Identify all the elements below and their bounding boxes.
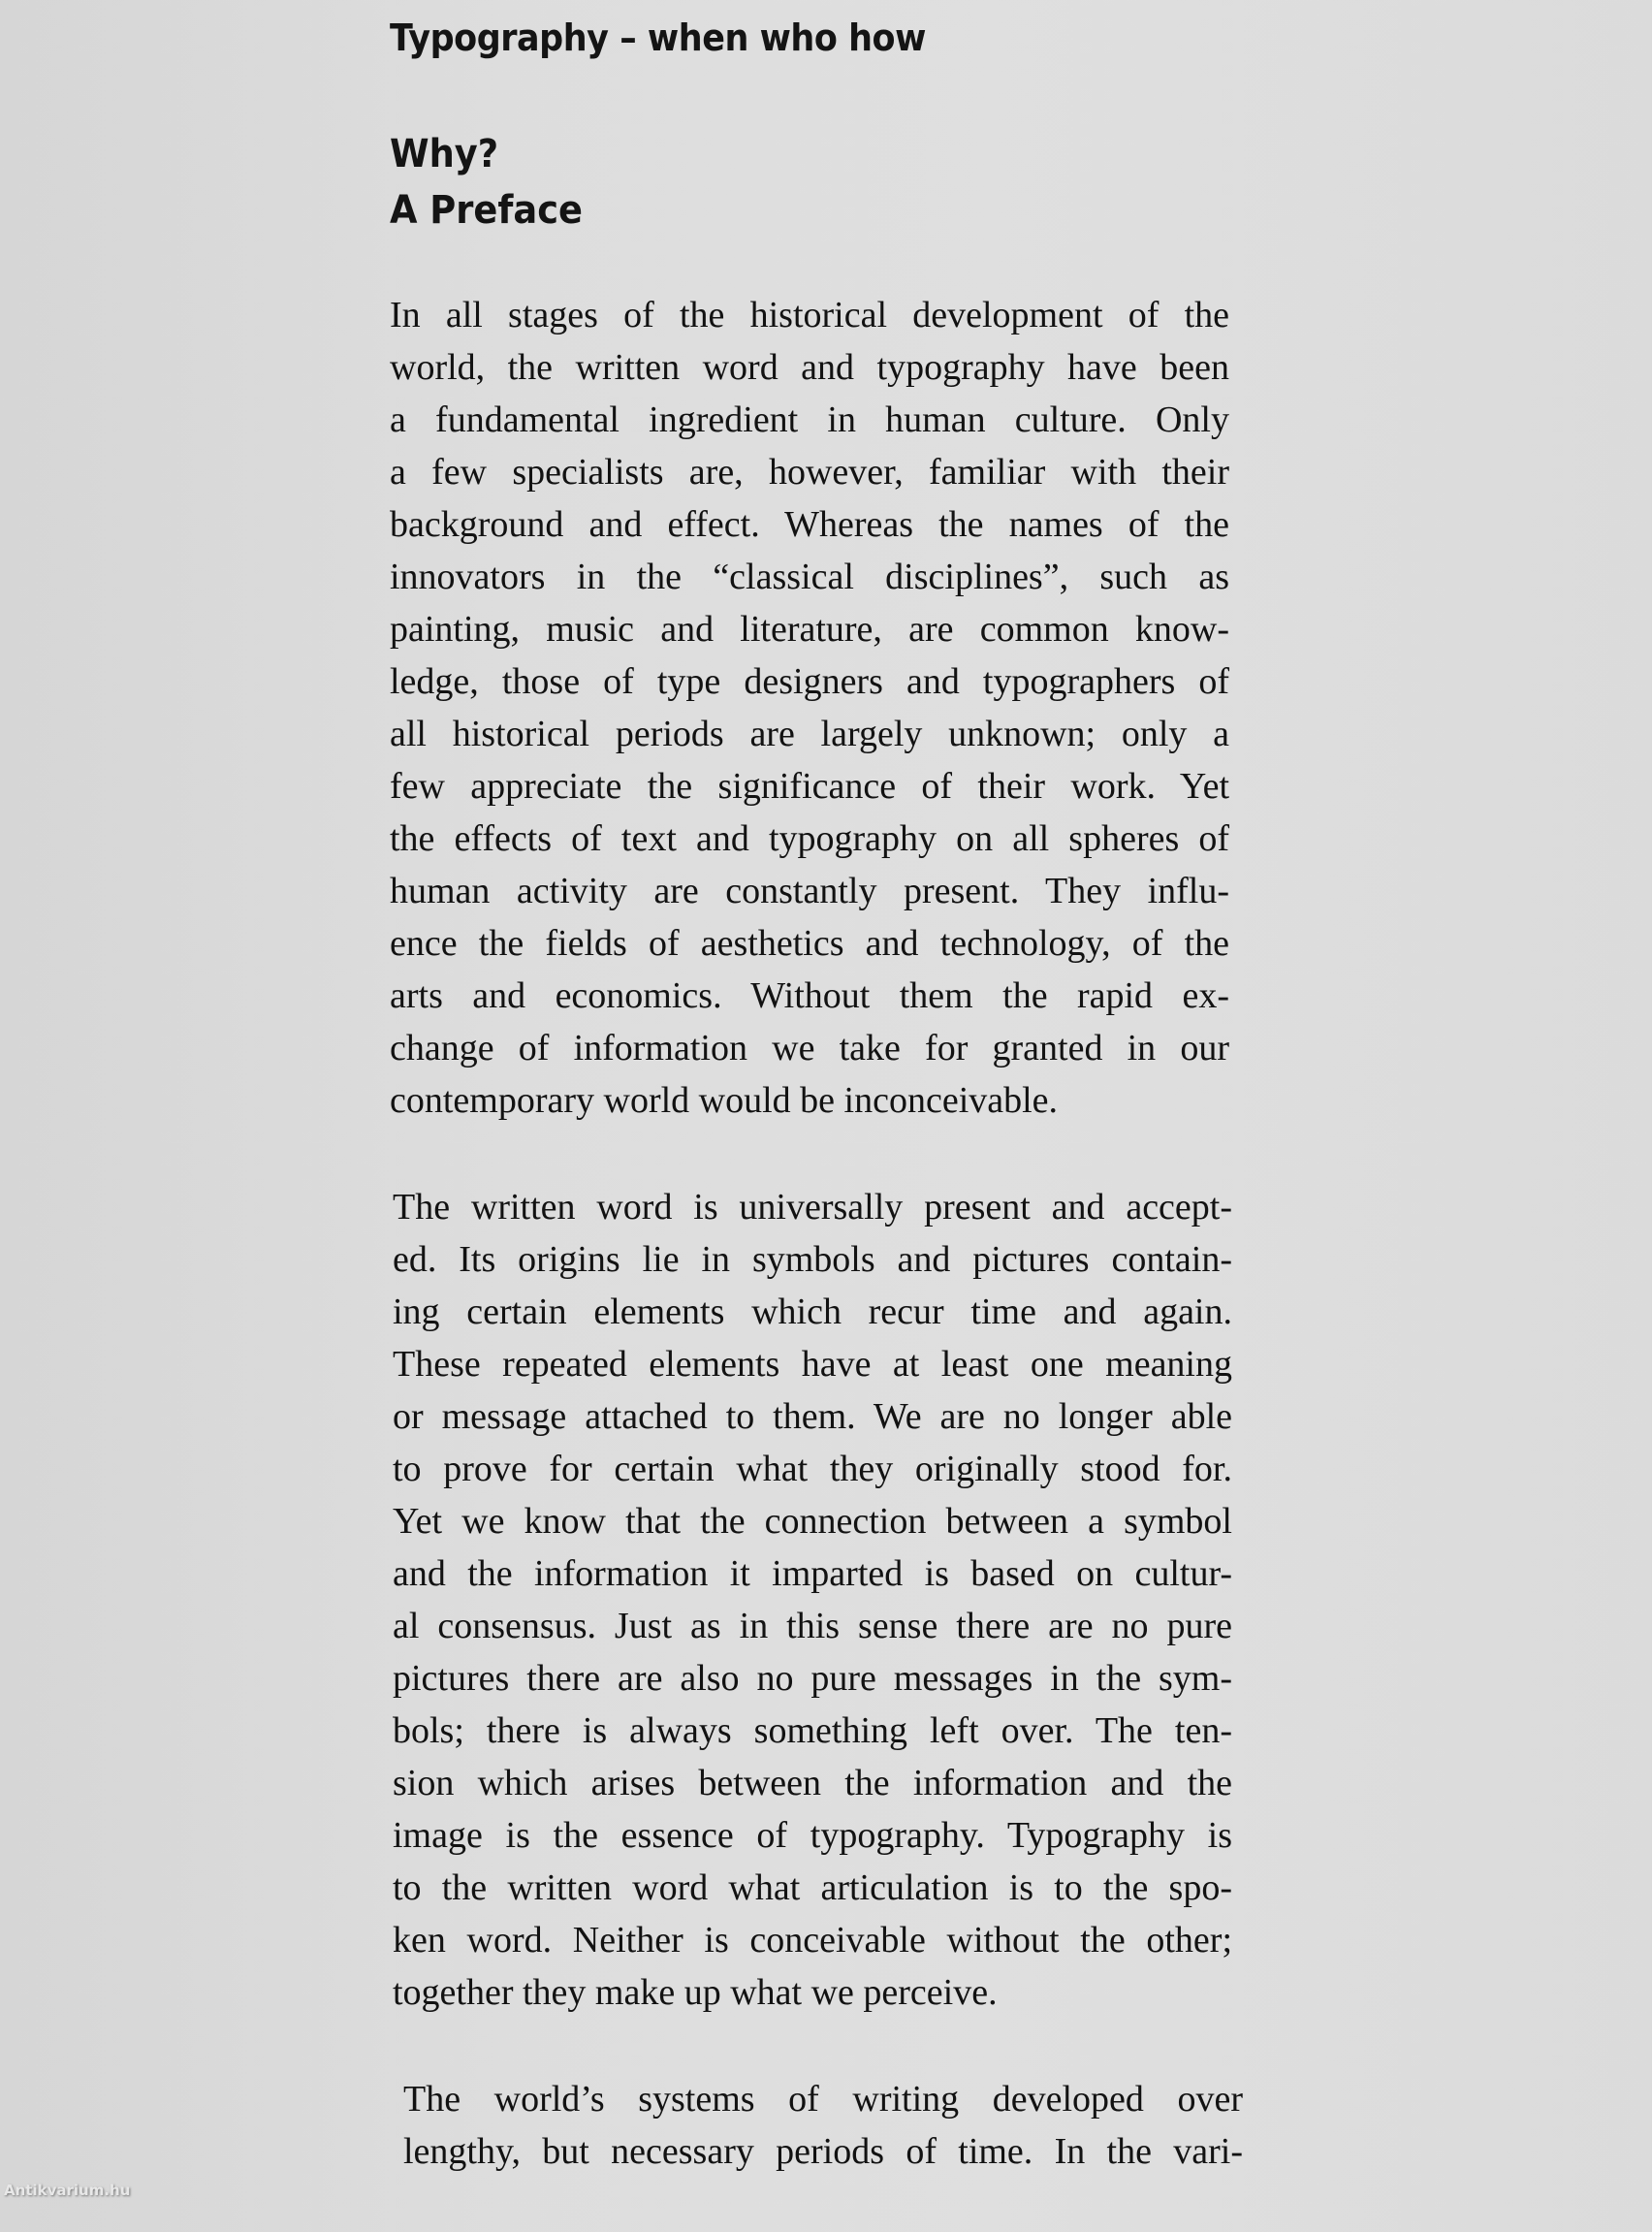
text-line: image is the essence of typography. Typography is bbox=[393, 1815, 1232, 1856]
text-column bbox=[390, 10, 1243, 2232]
text-line: The world’s systems of writing developed over bbox=[403, 2079, 1243, 2120]
body-text bbox=[390, 289, 1243, 2178]
text-line: few appreciate the significance of their work. Yet bbox=[390, 766, 1229, 807]
text-line: pictures there are also no pure messages in the sym- bbox=[393, 1658, 1232, 1699]
section-title-line-2: A Preface bbox=[390, 188, 583, 233]
text-line: These repeated elements have at least one meaning bbox=[393, 1344, 1232, 1385]
text-line: together they make up what we perceive. bbox=[393, 1972, 998, 2013]
text-line: innovators in the “classical disciplines”, such as bbox=[390, 557, 1229, 597]
text-line: The written word is universally present and accept- bbox=[393, 1187, 1232, 1228]
text-line: contemporary world would be inconceivable. bbox=[390, 1080, 1059, 1121]
text-line: the effects of text and typography on all spheres of bbox=[390, 818, 1229, 859]
running-head: Typography – when who how bbox=[390, 16, 926, 59]
paragraph-2 bbox=[393, 1181, 1233, 2019]
text-line: a fundamental ingredient in human culture. Only bbox=[390, 399, 1229, 440]
text-line: background and effect. Whereas the names of the bbox=[390, 504, 1229, 545]
text-line: ing certain elements which recur time and again. bbox=[393, 1291, 1232, 1332]
text-line: all historical periods are largely unknown; only a bbox=[390, 714, 1229, 754]
text-line: ed. Its origins lie in symbols and pictures contain- bbox=[393, 1239, 1232, 1280]
text-line: arts and economics. Without them the rapid ex- bbox=[390, 975, 1229, 1016]
text-line: to the written word what articulation is to the spo- bbox=[393, 1867, 1232, 1908]
text-line: In all stages of the historical development of the bbox=[390, 295, 1229, 335]
text-line: lengthy, but necessary periods of time. In the vari- bbox=[403, 2131, 1243, 2172]
text-line: or message attached to them. We are no longer able bbox=[393, 1396, 1232, 1437]
text-line: Yet we know that the connection between a symbol bbox=[393, 1501, 1232, 1542]
text-line: a few specialists are, however, familiar with their bbox=[390, 452, 1229, 493]
text-line: and the information it imparted is based on cultur- bbox=[393, 1553, 1232, 1594]
section-title-line-1: Why? bbox=[390, 132, 499, 176]
paragraph-1 bbox=[390, 289, 1233, 1127]
text-line: to prove for certain what they originally stood for. bbox=[393, 1449, 1232, 1489]
paragraph-3 bbox=[403, 2073, 1243, 2178]
text-line: bols; there is always something left over. The ten- bbox=[393, 1710, 1232, 1751]
text-line: painting, music and literature, are common know- bbox=[390, 609, 1229, 650]
section-title bbox=[390, 126, 1165, 239]
text-line: ken word. Neither is conceivable without the other; bbox=[393, 1920, 1232, 1961]
text-line: change of information we take for granted in our bbox=[390, 1028, 1229, 1068]
watermark: Antikvarium.hu bbox=[4, 2182, 131, 2199]
text-line: al consensus. Just as in this sense there are no pure bbox=[393, 1606, 1232, 1646]
text-line: world, the written word and typography have been bbox=[390, 347, 1229, 388]
text-line: ledge, those of type designers and typographers of bbox=[390, 661, 1229, 702]
text-line: human activity are constantly present. They influ- bbox=[390, 871, 1229, 911]
text-line: ence the fields of aesthetics and technology, of the bbox=[390, 923, 1229, 964]
text-line: sion which arises between the information and the bbox=[393, 1763, 1232, 1803]
